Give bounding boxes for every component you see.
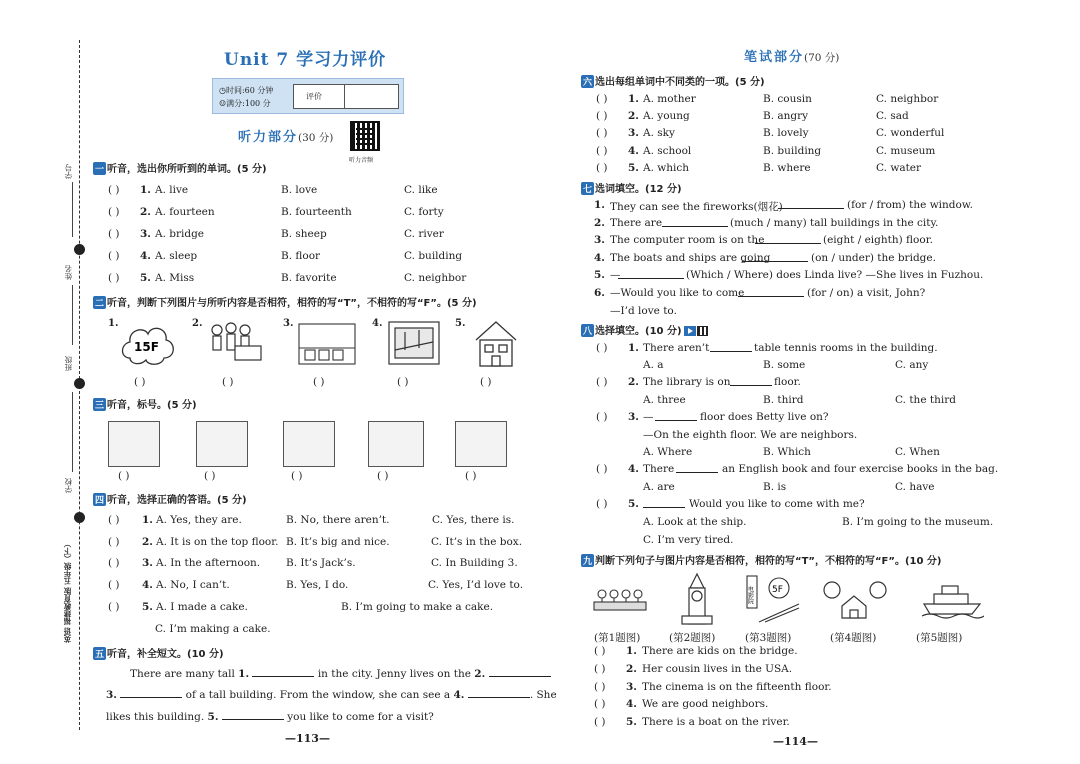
answer-paren[interactable]: ( ) xyxy=(594,663,606,675)
item-number: 3. xyxy=(594,234,605,246)
item-number: 2. xyxy=(626,663,637,675)
fill-blank[interactable] xyxy=(643,499,685,508)
play-icon[interactable] xyxy=(684,326,696,336)
answer-paren[interactable]: ( ) xyxy=(594,698,606,710)
item-number: 3. xyxy=(140,228,151,240)
section-5-header: 五 听音，补全短文。(10 分) xyxy=(95,649,224,660)
item-number: 4. xyxy=(142,579,153,591)
section-7-header: 七 选词填空。(12 分) xyxy=(583,184,682,195)
item-number: 4. xyxy=(140,250,151,262)
kids-picture xyxy=(205,320,267,366)
option-b: B. fourteenth xyxy=(281,206,352,218)
answer-paren[interactable]: ( ) xyxy=(108,206,120,218)
item-number: 3. xyxy=(626,681,637,693)
item-number: 1. xyxy=(594,199,605,211)
option-c: C. building xyxy=(404,250,463,262)
binding-dot xyxy=(74,512,85,523)
answer-paren[interactable]: ( ) xyxy=(594,681,606,693)
option-a: A. school xyxy=(643,145,692,157)
answer-paren[interactable]: ( ) xyxy=(594,645,606,657)
sentence-text: They can see the fireworks(烟花) xyxy=(610,201,783,213)
sentence-text: We are good neighbors. xyxy=(642,698,769,710)
fill-blank[interactable] xyxy=(742,253,808,262)
item-number: 4. xyxy=(628,463,639,475)
sidebar-xuexiao: 学校 xyxy=(64,478,73,493)
answer-paren[interactable]: ( ) xyxy=(222,376,234,388)
sentence-text: The boats and ships are going xyxy=(610,252,771,264)
binding-dot xyxy=(74,244,85,255)
classroom-picture xyxy=(297,322,359,366)
section-2-header: 二 听音，判断下列图片与所听内容是否相符，相符的写“T”，不相符的写“F”。(5 分) xyxy=(95,298,477,309)
option-b: B. It’s big and nice. xyxy=(286,536,390,548)
page-number: —113— xyxy=(285,732,330,745)
sentence-text: The computer room is on the xyxy=(610,234,765,246)
option-a: A. bridge xyxy=(155,228,205,240)
sentence-text: Would you like to come with me? xyxy=(689,498,865,510)
pic-caption: (第1题图) xyxy=(594,632,641,644)
answer-paren[interactable]: ( ) xyxy=(108,250,120,262)
item6-reply: —I’d love to. xyxy=(610,305,677,317)
item-number: 5. xyxy=(594,269,605,281)
answer-paren[interactable]: ( ) xyxy=(465,470,477,482)
item-number: 4. xyxy=(594,252,605,264)
option-c: C. wonderful xyxy=(876,127,945,139)
eval-label: 评价 xyxy=(306,92,322,101)
option-a: A. Look at the ship. xyxy=(643,516,747,528)
pic-label: 5. xyxy=(455,318,466,329)
sentence-text: There xyxy=(643,463,675,475)
option-a: A. sky xyxy=(643,127,675,139)
option-a: A. mother xyxy=(643,93,696,105)
answer-paren[interactable]: ( ) xyxy=(596,110,608,122)
sidebar-line xyxy=(72,182,73,237)
option-c: C. have xyxy=(895,481,935,493)
sentence-text: The library is on xyxy=(643,376,731,388)
item-number: 2. xyxy=(628,376,639,388)
option-a: A. It is on the top floor. xyxy=(156,536,279,548)
option-a: A. Yes, they are. xyxy=(156,514,242,526)
option-b: B. love xyxy=(281,184,318,196)
section-8-header: 八 选择填空。(10 分) xyxy=(581,322,708,337)
sentence-text: (for / on) a visit, John? xyxy=(807,287,926,299)
option-a: A. In the afternoon. xyxy=(156,557,261,569)
option-c: C. I’m very tired. xyxy=(643,534,734,546)
cinema-picture xyxy=(745,574,803,624)
option-c: C. museum xyxy=(876,145,936,157)
passage-line-1: There are many tall 1. in the city. Jenny lives on the 2. xyxy=(130,668,551,680)
answer-paren[interactable]: ( ) xyxy=(108,536,120,548)
qr-caption: 听力音频 xyxy=(349,157,374,164)
option-a: A. which xyxy=(643,162,690,174)
answer-paren[interactable]: ( ) xyxy=(596,463,608,475)
answer-paren[interactable]: ( ) xyxy=(596,145,608,157)
sentence-text: —Would you like to come xyxy=(610,287,745,299)
option-c: C. Yes, I’d love to. xyxy=(428,579,524,591)
fill-blank[interactable] xyxy=(662,218,728,227)
page-title: Unit 7 学习力评价 xyxy=(224,50,387,70)
listening-title: 听力部分(30 分) xyxy=(238,130,334,145)
right-page xyxy=(540,0,1080,764)
option-b: B. building xyxy=(763,145,822,157)
sidebar-banji: 班级 xyxy=(64,356,73,371)
item-number: 4. xyxy=(628,145,639,157)
sentence-text: floor does Betty live on? xyxy=(700,411,829,423)
option-c: C. neighbor xyxy=(876,93,939,105)
sidebar-book: 英语 福建教育版 五年级（下） xyxy=(63,540,72,643)
section-3-header: 三 听音，标号。(5 分) xyxy=(95,400,197,411)
passage-line-2: 3. of a tall building. From the window, she can see a 4. . She xyxy=(106,689,557,701)
sentence-text: (on / under) the bridge. xyxy=(811,252,936,264)
sentence-text: (much / many) tall buildings in the city. xyxy=(730,217,939,229)
window-bridge-picture xyxy=(387,320,443,368)
fill-blank[interactable] xyxy=(618,270,684,279)
sentence-text: an English book and four exercise books in the bag. xyxy=(722,463,999,475)
time-text: ◷时间:60 分钟 xyxy=(219,86,274,95)
option-b: B. floor xyxy=(281,250,321,262)
option-b: B. No, there aren’t. xyxy=(286,514,390,526)
section-9-header: 九 判断下列句子与图片内容是否相符，相符的写“T”，不相符的写“F”。(10 分) xyxy=(583,556,942,567)
fill-blank[interactable] xyxy=(710,343,752,352)
item-number: 1. xyxy=(628,342,639,354)
svg-text:15F: 15F xyxy=(134,340,159,354)
pic-label: 1. xyxy=(108,318,119,329)
blank-1[interactable] xyxy=(252,668,314,677)
option-c: C. I’m making a cake. xyxy=(155,623,271,635)
pic-caption: (第2题图) xyxy=(669,632,716,644)
item-number: 6. xyxy=(594,287,605,299)
item-number: 3. xyxy=(628,411,639,423)
option-b: B. Which xyxy=(763,446,811,458)
sentence-text: (for / from) the window. xyxy=(847,199,973,211)
blank-3[interactable] xyxy=(120,689,182,698)
passage-line-3: likes this building. 5. you like to come for a visit? xyxy=(106,711,434,723)
answer-paren[interactable]: ( ) xyxy=(108,579,120,591)
sentence-text: There is a boat on the river. xyxy=(642,716,790,728)
sentence-text: (eight / eighth) floor. xyxy=(823,234,933,246)
answer-paren[interactable]: ( ) xyxy=(118,470,130,482)
bathroom-picture xyxy=(283,421,335,467)
option-c: C. Yes, there is. xyxy=(432,514,515,526)
option-a: A. fourteen xyxy=(155,206,215,218)
sentence-text: floor. xyxy=(774,376,801,388)
boat-picture xyxy=(920,578,984,620)
city-picture xyxy=(368,421,424,467)
answer-paren[interactable]: ( ) xyxy=(596,342,608,354)
svg-text:电影院: 电影院 xyxy=(746,586,754,604)
section-1-header: 一 听音，选出你所听到的单词。(5 分) xyxy=(95,164,267,175)
fill-blank[interactable] xyxy=(730,377,772,386)
sentence-text: There aren’t xyxy=(643,342,710,354)
option-b: B. Yes, I do. xyxy=(286,579,349,591)
answer-paren[interactable]: ( ) xyxy=(480,376,492,388)
sidebar-line xyxy=(72,392,73,472)
answer-paren[interactable]: ( ) xyxy=(594,716,606,728)
blank-5[interactable] xyxy=(222,711,284,720)
item-number: 5. xyxy=(628,498,639,510)
item-number: 5. xyxy=(140,272,151,284)
answer-paren[interactable]: ( ) xyxy=(204,470,216,482)
item-number: 5. xyxy=(626,716,637,728)
fill-blank[interactable] xyxy=(655,412,697,421)
qr-mini-icon[interactable] xyxy=(697,326,708,336)
option-b: B. cousin xyxy=(763,93,812,105)
answer-paren[interactable]: ( ) xyxy=(108,272,120,284)
option-b: B. where xyxy=(763,162,811,174)
option-a: A. young xyxy=(643,110,690,122)
answer-paren[interactable]: ( ) xyxy=(108,228,120,240)
option-a: A. I made a cake. xyxy=(156,601,248,613)
answer-paren[interactable]: ( ) xyxy=(377,470,389,482)
item-number: 2. xyxy=(140,206,151,218)
page-number: —114— xyxy=(773,735,818,748)
room-picture xyxy=(196,421,248,467)
answer-paren[interactable]: ( ) xyxy=(596,127,608,139)
answer-paren[interactable]: ( ) xyxy=(108,514,120,526)
answer-paren[interactable]: ( ) xyxy=(397,376,409,388)
written-title: 笔试部分(70 分) xyxy=(744,50,840,65)
sidebar-xingming: 姓名 xyxy=(64,265,73,280)
cloud-15f-picture xyxy=(118,320,178,370)
answer-paren[interactable]: ( ) xyxy=(291,470,303,482)
sentence-text: Her cousin lives in the USA. xyxy=(642,663,793,675)
option-c: C. water xyxy=(876,162,922,174)
option-a: A. three xyxy=(643,394,686,406)
answer-paren[interactable]: ( ) xyxy=(108,184,120,196)
option-c: C. When xyxy=(895,446,940,458)
sentence-text: The cinema is on the fifteenth floor. xyxy=(642,681,832,693)
neighbors-picture xyxy=(820,578,890,620)
option-c: C. In Building 3. xyxy=(431,557,518,569)
item-number: 2. xyxy=(628,110,639,122)
fill-blank[interactable] xyxy=(778,200,844,209)
eval-box[interactable] xyxy=(293,84,399,109)
qr-code-icon[interactable] xyxy=(350,121,380,151)
dining-picture xyxy=(455,421,507,467)
house-picture xyxy=(470,318,522,370)
option-c: C. sad xyxy=(876,110,909,122)
pic-label: 4. xyxy=(372,318,383,329)
item-number: 3. xyxy=(142,557,153,569)
option-c: C. neighbor xyxy=(404,272,467,284)
pic-caption: (第5题图) xyxy=(916,632,963,644)
fill-blank[interactable] xyxy=(755,235,821,244)
answer-paren[interactable]: ( ) xyxy=(108,557,120,569)
reply-text: —On the eighth floor. We are neighbors. xyxy=(643,429,858,441)
kitchen-picture xyxy=(108,421,160,467)
option-c: C. forty xyxy=(404,206,444,218)
sentence-text: — xyxy=(610,269,621,281)
option-b: B. is xyxy=(763,481,787,493)
option-a: A. No, I can’t. xyxy=(156,579,230,591)
answer-paren[interactable]: ( ) xyxy=(108,601,120,613)
item-number: 5. xyxy=(628,162,639,174)
info-box xyxy=(212,78,404,114)
answer-paren[interactable]: ( ) xyxy=(596,93,608,105)
option-b: B. I’m going to the museum. xyxy=(842,516,994,528)
option-a: A. sleep xyxy=(155,250,198,262)
item-number: 1. xyxy=(140,184,151,196)
option-b: B. It’s Jack’s. xyxy=(286,557,356,569)
pic-caption: (第3题图) xyxy=(745,632,792,644)
binding-dot xyxy=(74,378,85,389)
answer-paren[interactable]: ( ) xyxy=(134,376,146,388)
option-c: C. any xyxy=(895,359,929,371)
sentence-text: table tennis rooms in the building. xyxy=(754,342,938,354)
option-c: C. the third xyxy=(895,394,956,406)
option-b: B. third xyxy=(763,394,804,406)
item-number: 1. xyxy=(628,93,639,105)
svg-text:5F: 5F xyxy=(772,585,783,595)
sidebar-xuehao: 学号 xyxy=(64,164,73,179)
option-a: A. a xyxy=(643,359,664,371)
sentence-text: There are xyxy=(610,217,663,229)
sentence-text: (Which / Where) does Linda live? —She lives in Fuzhou. xyxy=(686,269,984,281)
option-c: C. like xyxy=(404,184,438,196)
section-6-header: 六 选出每组单词中不同类的一项。(5 分) xyxy=(583,77,765,88)
option-b: B. lovely xyxy=(763,127,809,139)
pic-label: 3. xyxy=(283,318,294,329)
item-number: 1. xyxy=(626,645,637,657)
kids-bridge-picture xyxy=(592,586,648,616)
big-ben-picture xyxy=(680,572,714,626)
answer-paren[interactable]: ( ) xyxy=(313,376,325,388)
fill-blank[interactable] xyxy=(676,464,718,473)
option-a: A. Miss xyxy=(155,272,195,284)
item-number: 4. xyxy=(626,698,637,710)
fill-blank[interactable] xyxy=(738,288,804,297)
left-page: 学号 姓名 班级 学校 英语 福建教育版 五年级（下） Unit 7 学习力评价 ◷时间:60 分钟 ☺满分:100 分 评价 听力部分(30 分) 听力音频 一 听音，选出你所听到的单词。(5 分) ( ) 1. A. live B. love C. like ( ) 2. A. fourteen B. fourteenth C. forty ( ) 3. A. bridge B. sheep C. river ( ) 4. A. sleep B. floor C. building ( ) 5. A. Miss B. favorite C. neighbor 二 听音，判断下列图片与所听内容是否相符，相符的写“T”，不相符的写“F”。(5 分) 1. 2. 3. 4. 5. 15F ( ) ( ) ( ) ( ) ( ) 三 听音，标号。(5 分) ( ) ( ) ( ) ( ) ( ) 四 听音，选择正确的答语。(5 分) ( ) 1. A. Yes, they are. B. No, there aren’t. C. Yes, there is. ( ) 2. A. It is on the top floor. B. It’s big and nice. C. It’s in the box. ( ) 3. A. In the afternoon. B. It’s Jack’s. C. In Building 3. ( ) 4. A. No, I can’t. B. Yes, I do. C. Yes, I’d love to. ( ) 5. A. I made a cake. B. I’m going to make a cake. C. I’m making a cake. 五 听音，补全短文。(10 分) There are many tall 1. in the city. Jenny lives on the 2. 3. of a tall building. From the window, she can see a 4. . She likes this building. 5. you like to come for a visit? —113— xyxy=(0,0,540,764)
option-a: A. are xyxy=(643,481,675,493)
option-b: B. angry xyxy=(763,110,809,122)
answer-paren[interactable]: ( ) xyxy=(596,376,608,388)
answer-paren[interactable]: ( ) xyxy=(596,498,608,510)
option-a: A. Where xyxy=(643,446,693,458)
sidebar-line xyxy=(72,285,73,345)
score-text: ☺满分:100 分 xyxy=(219,99,271,108)
option-b: B. favorite xyxy=(281,272,337,284)
option-b: B. I’m going to make a cake. xyxy=(341,601,494,613)
pic-caption: (第4题图) xyxy=(830,632,877,644)
blank-4[interactable] xyxy=(468,689,530,698)
sentence-text: — xyxy=(643,411,654,423)
item-number: 2. xyxy=(594,217,605,229)
option-b: B. sheep xyxy=(281,228,327,240)
option-b: B. some xyxy=(763,359,806,371)
item-number: 2. xyxy=(142,536,153,548)
option-a: A. live xyxy=(155,184,189,196)
option-c: C. river xyxy=(404,228,444,240)
item-number: 3. xyxy=(628,127,639,139)
sentence-text: There are kids on the bridge. xyxy=(642,645,798,657)
item-number: 1. xyxy=(142,514,153,526)
section-4-header: 四 听音，选择正确的答语。(5 分) xyxy=(95,495,247,506)
option-c: C. It’s in the box. xyxy=(431,536,523,548)
pic-label: 2. xyxy=(192,318,203,329)
answer-paren[interactable]: ( ) xyxy=(596,411,608,423)
answer-paren[interactable]: ( ) xyxy=(596,162,608,174)
